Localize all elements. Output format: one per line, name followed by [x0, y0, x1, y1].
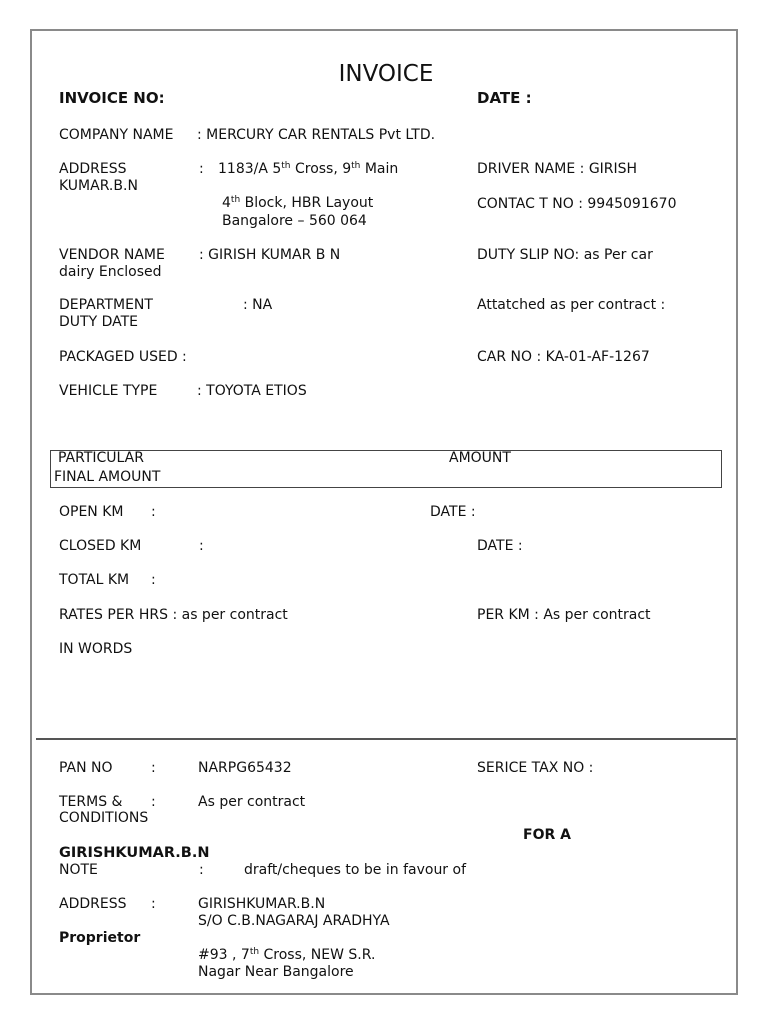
- duty-slip-no: DUTY SLIP NO: as Per car: [477, 247, 653, 263]
- packaged-used: PACKAGED USED :: [59, 349, 187, 365]
- pan-no-value: NARPG65432: [198, 760, 292, 776]
- vendor-name-label: VENDOR NAME: [59, 247, 165, 263]
- service-tax-no: SERICE TAX NO :: [477, 760, 594, 776]
- payee-address-colon: :: [151, 896, 156, 912]
- rates-per-hrs: RATES PER HRS : as per contract: [59, 607, 288, 623]
- in-words-label: IN WORDS: [59, 641, 133, 657]
- address-label: ADDRESS: [59, 161, 127, 177]
- payee-address-line-3: #93 , 7th Cross, NEW S.R.: [198, 947, 376, 963]
- open-km-colon: :: [151, 504, 156, 520]
- note-colon: :: [199, 862, 204, 878]
- per-km: PER KM : As per contract: [477, 607, 651, 623]
- department-label: DEPARTMENT: [59, 297, 153, 313]
- address-line-3: Bangalore – 560 064: [222, 213, 367, 229]
- payee-address-line-1: GIRISHKUMAR.B.N: [198, 896, 326, 912]
- terms-value: As per contract: [198, 794, 306, 810]
- closed-km-date: DATE :: [477, 538, 523, 554]
- amount-header: AMOUNT: [449, 450, 511, 466]
- vendor-name-value: : GIRISH KUMAR B N: [199, 247, 341, 263]
- closed-km-colon: :: [199, 538, 204, 554]
- terms-label-continuation: CONDITIONS: [59, 810, 149, 826]
- terms-label: TERMS &: [59, 794, 123, 810]
- company-name-label: COMPANY NAME: [59, 127, 174, 143]
- particular-header: PARTICULAR: [58, 450, 144, 466]
- company-name-value: : MERCURY CAR RENTALS Pvt LTD.: [197, 127, 436, 143]
- attached-per-contract: Attatched as per contract :: [477, 297, 666, 313]
- section-divider: [36, 738, 736, 740]
- pan-no-label: PAN NO: [59, 760, 113, 776]
- proprietor-label: Proprietor: [59, 930, 141, 946]
- terms-colon: :: [151, 794, 156, 810]
- date-label: DATE :: [477, 89, 532, 107]
- final-amount: FINAL AMOUNT: [54, 469, 161, 485]
- invoice-no-label: INVOICE NO:: [59, 89, 165, 107]
- department-value: : NA: [243, 297, 273, 313]
- closed-km-label: CLOSED KM: [59, 538, 142, 554]
- address-line-2: 4th Block, HBR Layout: [222, 195, 374, 211]
- pan-no-colon: :: [151, 760, 156, 776]
- address-label-continuation: KUMAR.B.N: [59, 178, 138, 194]
- vehicle-type-value: : TOYOTA ETIOS: [197, 383, 307, 399]
- payee-address-label: ADDRESS: [59, 896, 127, 912]
- address-line-1: 1183/A 5th Cross, 9th Main: [218, 161, 399, 177]
- total-km-colon: :: [151, 572, 156, 588]
- note-label: NOTE: [59, 862, 98, 878]
- duty-date-label: DUTY DATE: [59, 314, 139, 330]
- for-a-label: FOR A: [523, 827, 571, 843]
- vehicle-type-label: VEHICLE TYPE: [59, 383, 158, 399]
- driver-name: DRIVER NAME : GIRISH: [477, 161, 638, 177]
- note-value: draft/cheques to be in favour of: [244, 862, 467, 878]
- vendor-continuation: dairy Enclosed: [59, 264, 162, 280]
- payee-address-line-4: Nagar Near Bangalore: [198, 964, 354, 980]
- open-km-date: DATE :: [430, 504, 476, 520]
- signatory-name: GIRISHKUMAR.B.N: [59, 845, 210, 861]
- payee-address-line-2: S/O C.B.NAGARAJ ARADHYA: [198, 913, 390, 929]
- contact-no: CONTAC T NO : 9945091670: [477, 196, 677, 212]
- open-km-label: OPEN KM: [59, 504, 124, 520]
- car-no: CAR NO : KA-01-AF-1267: [477, 349, 650, 365]
- invoice-title: INVOICE: [338, 61, 434, 87]
- address-colon: :: [199, 161, 204, 177]
- total-km-label: TOTAL KM: [59, 572, 130, 588]
